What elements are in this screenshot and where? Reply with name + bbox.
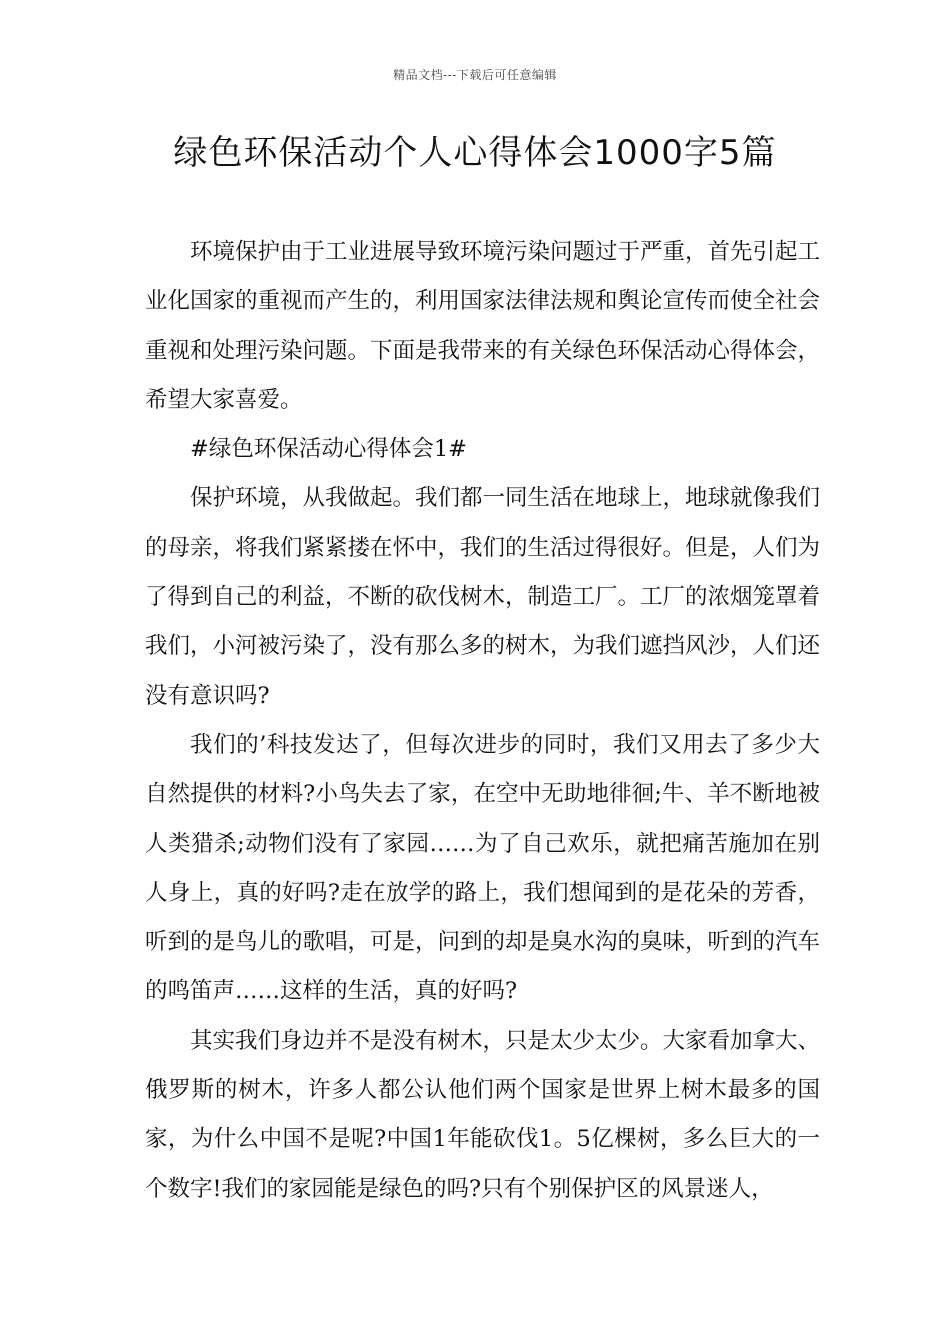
paragraph-intro: 环境保护由于工业进展导致环境污染问题过于严重，首先引起工业化国家的重视而产生的，利用国家法律法规和舆论宣传而使全社会重视和处理污染问题。下面是我带来的有关绿色环保活动心得体会，希望大家喜爱。: [145, 239, 821, 413]
document-body: [145, 228, 820, 1214]
section-heading: #绿色环保活动心得体会1#: [190, 436, 468, 463]
paragraph-3: 其实我们身边并不是没有树木，只是太少太少。大家看加拿大、俄罗斯的树木，许多人都公认他们两个国家是世界上树木最多的国家，为什么中国不是呢?中国1年能砍伐1。5亿棵树，多么巨大的一个数字!我们的家园能是绿色的吗?只有个别保护区的风景迷人，: [145, 1027, 821, 1202]
paragraph-1: 保护环境，从我做起。我们都一同生活在地球上，地球就像我们的母亲，将我们紧紧搂在怀中，我们的生活过得很好。但是，人们为了得到自己的利益，不断的砍伐树木，制造工厂。工厂的浓烟笼罩着我们，小河被污染了，没有那么多的树木，为我们遮挡风沙，人们还没有意识吗?: [145, 485, 821, 709]
header-note: 精品文档---下载后可任意编辑: [393, 68, 557, 82]
document-title: 绿色环保活动个人心得体会1000字5篇: [173, 133, 777, 173]
paragraph-2: 我们的’科技发达了，但每次进步的同时，我们又用去了多少大自然提供的材料?小鸟失去了家，在空中无助地徘徊;牛、羊不断地被人类猎杀;动物们没有了家园……为了自己欢乐，就把痛苦施加在别人身上，真的好吗?走在放学的路上，我们想闻到的是花朵的芳香，听到的是鸟儿的歌唱，可是，问到的却是臭水沟的臭味，听到的汽车的鸣笛声……这样的生活，真的好吗?: [145, 731, 821, 1005]
